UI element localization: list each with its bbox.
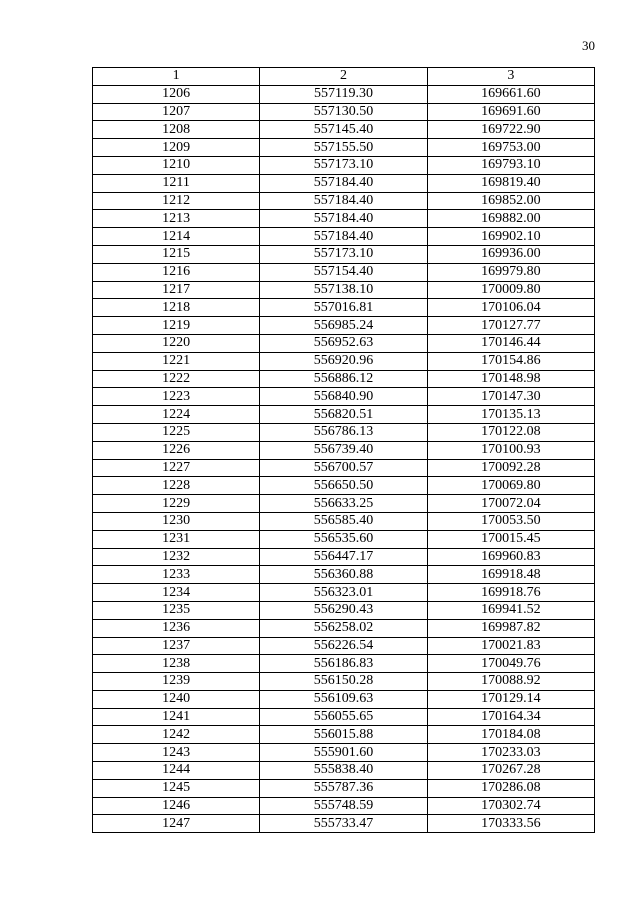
table-cell: 169852.00 (427, 192, 594, 210)
table-cell: 557184.40 (260, 228, 427, 246)
table-row (93, 281, 595, 299)
table-cell: 170147.30 (427, 388, 594, 406)
table-row (93, 584, 595, 602)
table-cell: 1236 (93, 619, 260, 637)
table-cell: 170302.74 (427, 797, 594, 815)
table-cell: 1234 (93, 584, 260, 602)
table-cell: 555748.59 (260, 797, 427, 815)
table-cell: 557130.50 (260, 103, 427, 121)
table-cell: 170267.28 (427, 762, 594, 780)
table-cell: 1227 (93, 459, 260, 477)
table-row (93, 726, 595, 744)
table-cell: 1240 (93, 690, 260, 708)
table-cell: 170053.50 (427, 512, 594, 530)
table-cell: 1239 (93, 673, 260, 691)
table-cell: 557138.10 (260, 281, 427, 299)
table-cell: 556323.01 (260, 584, 427, 602)
table-cell: 557173.10 (260, 156, 427, 174)
table-row (93, 744, 595, 762)
table-cell: 556650.50 (260, 477, 427, 495)
table-cell: 1222 (93, 370, 260, 388)
table-cell: 1232 (93, 548, 260, 566)
table-cell: 1216 (93, 263, 260, 281)
table-row (93, 139, 595, 157)
table-cell: 170049.76 (427, 655, 594, 673)
table-cell: 557145.40 (260, 121, 427, 139)
table-cell: 170333.56 (427, 815, 594, 833)
table-cell: 170092.28 (427, 459, 594, 477)
table-cell: 169753.00 (427, 139, 594, 157)
table-cell: 555733.47 (260, 815, 427, 833)
table-row (93, 690, 595, 708)
table-cell: 1219 (93, 317, 260, 335)
table-cell: 557155.50 (260, 139, 427, 157)
table-row (93, 762, 595, 780)
table-row (93, 228, 595, 246)
page-number: 30 (582, 38, 595, 53)
table-row (93, 655, 595, 673)
table-cell: 169661.60 (427, 85, 594, 103)
table-cell: 170148.98 (427, 370, 594, 388)
table-header-row (93, 68, 595, 86)
table-cell: 1246 (93, 797, 260, 815)
table-cell: 169819.40 (427, 174, 594, 192)
table-cell: 169987.82 (427, 619, 594, 637)
table-row (93, 708, 595, 726)
table-cell: 556258.02 (260, 619, 427, 637)
table-cell: 170154.86 (427, 352, 594, 370)
table-cell: 556186.83 (260, 655, 427, 673)
table-cell: 556150.28 (260, 673, 427, 691)
table-cell: 556952.63 (260, 334, 427, 352)
table-row (93, 512, 595, 530)
table-cell: 1233 (93, 566, 260, 584)
table-cell: 556055.65 (260, 708, 427, 726)
table-cell: 170069.80 (427, 477, 594, 495)
table-row (93, 156, 595, 174)
table-row (93, 174, 595, 192)
table-cell: 170146.44 (427, 334, 594, 352)
table-cell: 1243 (93, 744, 260, 762)
table-cell: 1218 (93, 299, 260, 317)
table-cell: 1230 (93, 512, 260, 530)
table-cell: 1225 (93, 423, 260, 441)
column-header: 2 (260, 68, 427, 86)
table-cell: 170127.77 (427, 317, 594, 335)
table-cell: 170009.80 (427, 281, 594, 299)
table-cell: 555901.60 (260, 744, 427, 762)
table-row (93, 192, 595, 210)
table-row (93, 121, 595, 139)
table-row (93, 334, 595, 352)
table-cell: 170233.03 (427, 744, 594, 762)
table-cell: 169960.83 (427, 548, 594, 566)
table-cell: 169691.60 (427, 103, 594, 121)
table-cell: 1210 (93, 156, 260, 174)
table-row (93, 423, 595, 441)
table-cell: 1223 (93, 388, 260, 406)
table-row (93, 566, 595, 584)
table-cell: 1214 (93, 228, 260, 246)
table-cell: 557184.40 (260, 192, 427, 210)
table-row (93, 601, 595, 619)
table-row (93, 85, 595, 103)
table-cell: 1213 (93, 210, 260, 228)
table-cell: 1211 (93, 174, 260, 192)
table-cell: 557119.30 (260, 85, 427, 103)
table-cell: 1245 (93, 779, 260, 797)
table-cell: 556290.43 (260, 601, 427, 619)
table-cell: 170072.04 (427, 495, 594, 513)
table-cell: 1221 (93, 352, 260, 370)
table-cell: 169902.10 (427, 228, 594, 246)
table-cell: 556920.96 (260, 352, 427, 370)
table-row (93, 673, 595, 691)
table-cell: 1242 (93, 726, 260, 744)
table-row (93, 619, 595, 637)
table-cell: 557154.40 (260, 263, 427, 281)
table-row (93, 103, 595, 121)
table-cell: 556786.13 (260, 423, 427, 441)
table-cell: 1224 (93, 406, 260, 424)
table-row (93, 459, 595, 477)
table-cell: 557184.40 (260, 174, 427, 192)
coordinates-table (92, 67, 595, 833)
table-row (93, 406, 595, 424)
table-row (93, 495, 595, 513)
column-header: 1 (93, 68, 260, 86)
table-row (93, 441, 595, 459)
table-cell: 556633.25 (260, 495, 427, 513)
table-cell: 1231 (93, 530, 260, 548)
table-cell: 1226 (93, 441, 260, 459)
table-cell: 556360.88 (260, 566, 427, 584)
table-cell: 555838.40 (260, 762, 427, 780)
table-cell: 1247 (93, 815, 260, 833)
table-cell: 556840.90 (260, 388, 427, 406)
table-cell: 170184.08 (427, 726, 594, 744)
column-header: 3 (427, 68, 594, 86)
table-row (93, 477, 595, 495)
table-row (93, 548, 595, 566)
table-cell: 169936.00 (427, 245, 594, 263)
table-cell: 557184.40 (260, 210, 427, 228)
table-row (93, 299, 595, 317)
table-cell: 556985.24 (260, 317, 427, 335)
table-cell: 557016.81 (260, 299, 427, 317)
table-cell: 1206 (93, 85, 260, 103)
table-cell: 169918.48 (427, 566, 594, 584)
table-row (93, 317, 595, 335)
table-cell: 556585.40 (260, 512, 427, 530)
table-cell: 556015.88 (260, 726, 427, 744)
table-cell: 556535.60 (260, 530, 427, 548)
table-cell: 556109.63 (260, 690, 427, 708)
table-cell: 1208 (93, 121, 260, 139)
table-cell: 169882.00 (427, 210, 594, 228)
table-cell: 169941.52 (427, 601, 594, 619)
table-row (93, 530, 595, 548)
table-cell: 556886.12 (260, 370, 427, 388)
table-cell: 1207 (93, 103, 260, 121)
table-row (93, 797, 595, 815)
table-cell: 170088.92 (427, 673, 594, 691)
table-body (93, 85, 595, 832)
table-cell: 1217 (93, 281, 260, 299)
table-cell: 557173.10 (260, 245, 427, 263)
table-cell: 1229 (93, 495, 260, 513)
table-cell: 170164.34 (427, 708, 594, 726)
table-cell: 1220 (93, 334, 260, 352)
table-row (93, 245, 595, 263)
table-cell: 170135.13 (427, 406, 594, 424)
table-cell: 556226.54 (260, 637, 427, 655)
table-cell: 169793.10 (427, 156, 594, 174)
table-cell: 170122.08 (427, 423, 594, 441)
table-cell: 1241 (93, 708, 260, 726)
table-row (93, 352, 595, 370)
table-cell: 170015.45 (427, 530, 594, 548)
table-cell: 170106.04 (427, 299, 594, 317)
table-row (93, 370, 595, 388)
table-cell: 170129.14 (427, 690, 594, 708)
table-cell: 1212 (93, 192, 260, 210)
table-cell: 1238 (93, 655, 260, 673)
table-cell: 1209 (93, 139, 260, 157)
table-cell: 556700.57 (260, 459, 427, 477)
table-cell: 169979.80 (427, 263, 594, 281)
table-cell: 169722.90 (427, 121, 594, 139)
table-row (93, 815, 595, 833)
table-cell: 1237 (93, 637, 260, 655)
table-cell: 1215 (93, 245, 260, 263)
table-cell: 1228 (93, 477, 260, 495)
table-row (93, 263, 595, 281)
table-cell: 556739.40 (260, 441, 427, 459)
table-cell: 170100.93 (427, 441, 594, 459)
table-cell: 170021.83 (427, 637, 594, 655)
table-cell: 555787.36 (260, 779, 427, 797)
table-cell: 169918.76 (427, 584, 594, 602)
table-cell: 1235 (93, 601, 260, 619)
table-row (93, 637, 595, 655)
table-row (93, 388, 595, 406)
table-cell: 1244 (93, 762, 260, 780)
table-cell: 556820.51 (260, 406, 427, 424)
table-row (93, 210, 595, 228)
table-row (93, 779, 595, 797)
table-cell: 170286.08 (427, 779, 594, 797)
table-cell: 556447.17 (260, 548, 427, 566)
